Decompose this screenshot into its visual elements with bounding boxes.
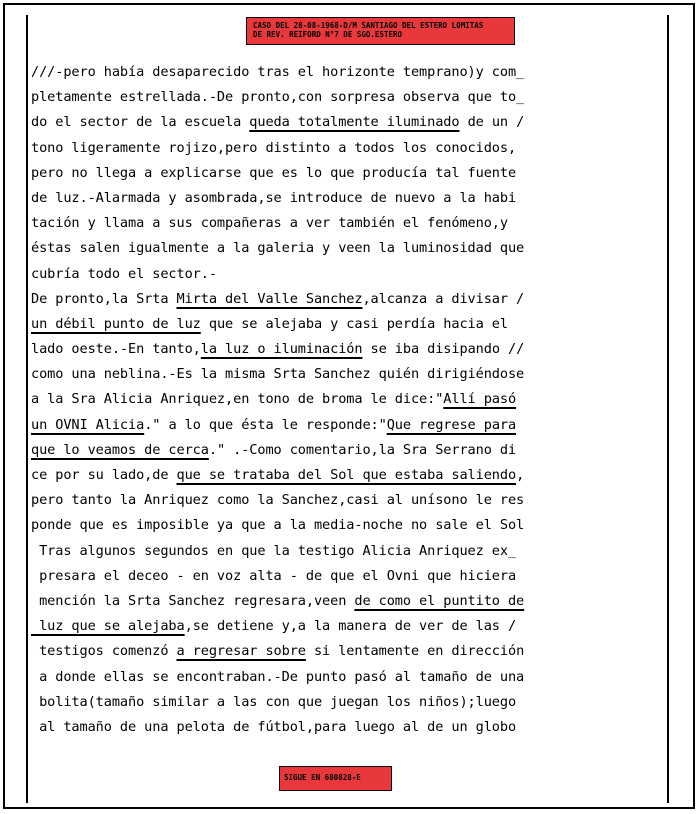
text-segment: de un /	[459, 114, 525, 131]
underlined-phrase: a regresar sobre	[176, 643, 306, 660]
typewritten-text-body	[31, 60, 659, 740]
text-segment: de luz.-Alarmada y asombrada,se introduce de nuevo a la habi	[31, 189, 517, 206]
text-line	[31, 513, 659, 538]
text-segment: ,se detiene y,a la manera de ver de las /	[184, 618, 517, 635]
text-segment: testigos comenzó	[31, 643, 177, 660]
underlined-phrase: que se trataba del Sol que estaba saliendo	[176, 467, 517, 483]
underlined-phrase: un OVNI Alicia	[31, 416, 145, 433]
continuation-label: SIGUE EN 680828-E	[279, 766, 392, 791]
text-line	[31, 110, 659, 135]
underlined-phrase: Que regrese para	[386, 416, 517, 433]
underlined-phrase: de como el puntito de	[354, 592, 525, 609]
text-line	[31, 262, 659, 287]
text-line	[31, 438, 659, 463]
text-line	[31, 665, 659, 690]
text-line	[31, 287, 659, 312]
underlined-phrase: un débil punto de luz	[31, 315, 201, 332]
text-segment: presara el deceo - en voz alta - de que el Ovni que hiciera	[31, 567, 517, 584]
text-line	[31, 362, 659, 387]
text-line	[31, 60, 659, 85]
text-line	[31, 690, 659, 715]
text-segment: ,alcanza a divisar /	[362, 290, 525, 307]
text-line	[31, 312, 659, 337]
text-line	[31, 539, 659, 564]
underlined-phrase: Allí pasó	[443, 391, 517, 408]
text-segment: cubría todo el sector.-	[31, 265, 217, 282]
text-segment: ///-pero había desaparecido tras el horizonte temprano)y com_	[31, 64, 525, 80]
text-segment: al tamaño de una pelota de fútbol,para luego al de un globo	[31, 718, 517, 735]
text-line	[31, 614, 659, 639]
text-segment: se iba disipando //	[362, 341, 525, 358]
text-line	[31, 413, 659, 438]
text-segment: lado oeste.-En tanto,	[31, 341, 201, 358]
text-line	[31, 211, 659, 236]
text-segment: a donde ellas se encontraban.-De punto pasó al tamaño de una	[31, 668, 525, 685]
text-line	[31, 186, 659, 211]
text-segment: a la Sra Alicia Anriquez,en tono de broma le dice:"	[31, 391, 444, 408]
text-segment: De pronto,la Srta	[31, 290, 177, 307]
text-segment: como una neblina.-Es la misma Srta Sanchez quién dirigiéndose	[31, 366, 525, 383]
case-header-line-1: CASO DEL 28-08-1968-D/M SANTIAGO DEL ESTERO LOMITAS	[253, 21, 484, 30]
text-segment: do el sector de la escuela	[31, 114, 250, 131]
text-line	[31, 463, 659, 488]
text-line	[31, 639, 659, 664]
text-segment: éstas salen igualmente a la galeria y veen la luminosidad que	[31, 240, 525, 257]
text-line	[31, 136, 659, 161]
text-segment: ,	[516, 467, 525, 483]
text-line	[31, 564, 659, 589]
underlined-phrase: luz que se alejaba	[31, 618, 185, 635]
text-line	[31, 589, 659, 614]
underlined-phrase: queda totalmente iluminado	[249, 114, 460, 131]
text-segment: ." .-Como comentario,la Sra Serrano di	[208, 441, 517, 458]
text-line	[31, 85, 659, 110]
text-segment: bolita(tamaño similar a las con que juegan los niños);luego	[31, 693, 517, 710]
text-segment: tono ligeramente rojizo,pero distinto a todos los conocidos,	[31, 139, 517, 156]
text-line	[31, 488, 659, 513]
text-segment: ce por su lado,de	[31, 467, 177, 483]
text-segment: ." a lo que ésta le responde:"	[144, 416, 387, 433]
text-segment: pletamente estrellada.-De pronto,con sorpresa observa que to_	[31, 89, 525, 106]
case-header-line-2: DE REV. REIFORD N°7 DE SGO.ESTERO	[253, 30, 403, 39]
case-header-label	[246, 17, 515, 45]
text-segment: que se alejaba y casi perdía hacia el	[200, 315, 508, 332]
text-line	[31, 236, 659, 261]
text-line	[31, 161, 659, 186]
text-segment: mención la Srta Sanchez regresara,veen	[31, 592, 355, 609]
text-segment: pero tanto la Anriquez como la Sanchez,casi al unísono le res	[31, 492, 525, 509]
text-segment: ponde que es imposible ya que a la media-noche no sale el Sol	[31, 517, 525, 534]
text-line	[31, 337, 659, 362]
text-line	[31, 715, 659, 740]
text-line	[31, 387, 659, 412]
text-segment: si lentamente en dirección	[305, 643, 525, 660]
underlined-phrase: la luz o iluminación	[200, 341, 363, 358]
underlined-phrase: Mirta del Valle Sanchez	[176, 290, 363, 307]
underlined-phrase: que lo veamos de cerca	[31, 441, 209, 458]
text-segment: tación y llama a sus compañeras a ver también el fenómeno,y	[31, 215, 508, 232]
text-segment: Tras algunos segundos en que la testigo Alicia Anriquez ex_	[31, 542, 517, 559]
text-segment: pero no llega a explicarse que es lo que producía tal fuente	[31, 164, 517, 181]
